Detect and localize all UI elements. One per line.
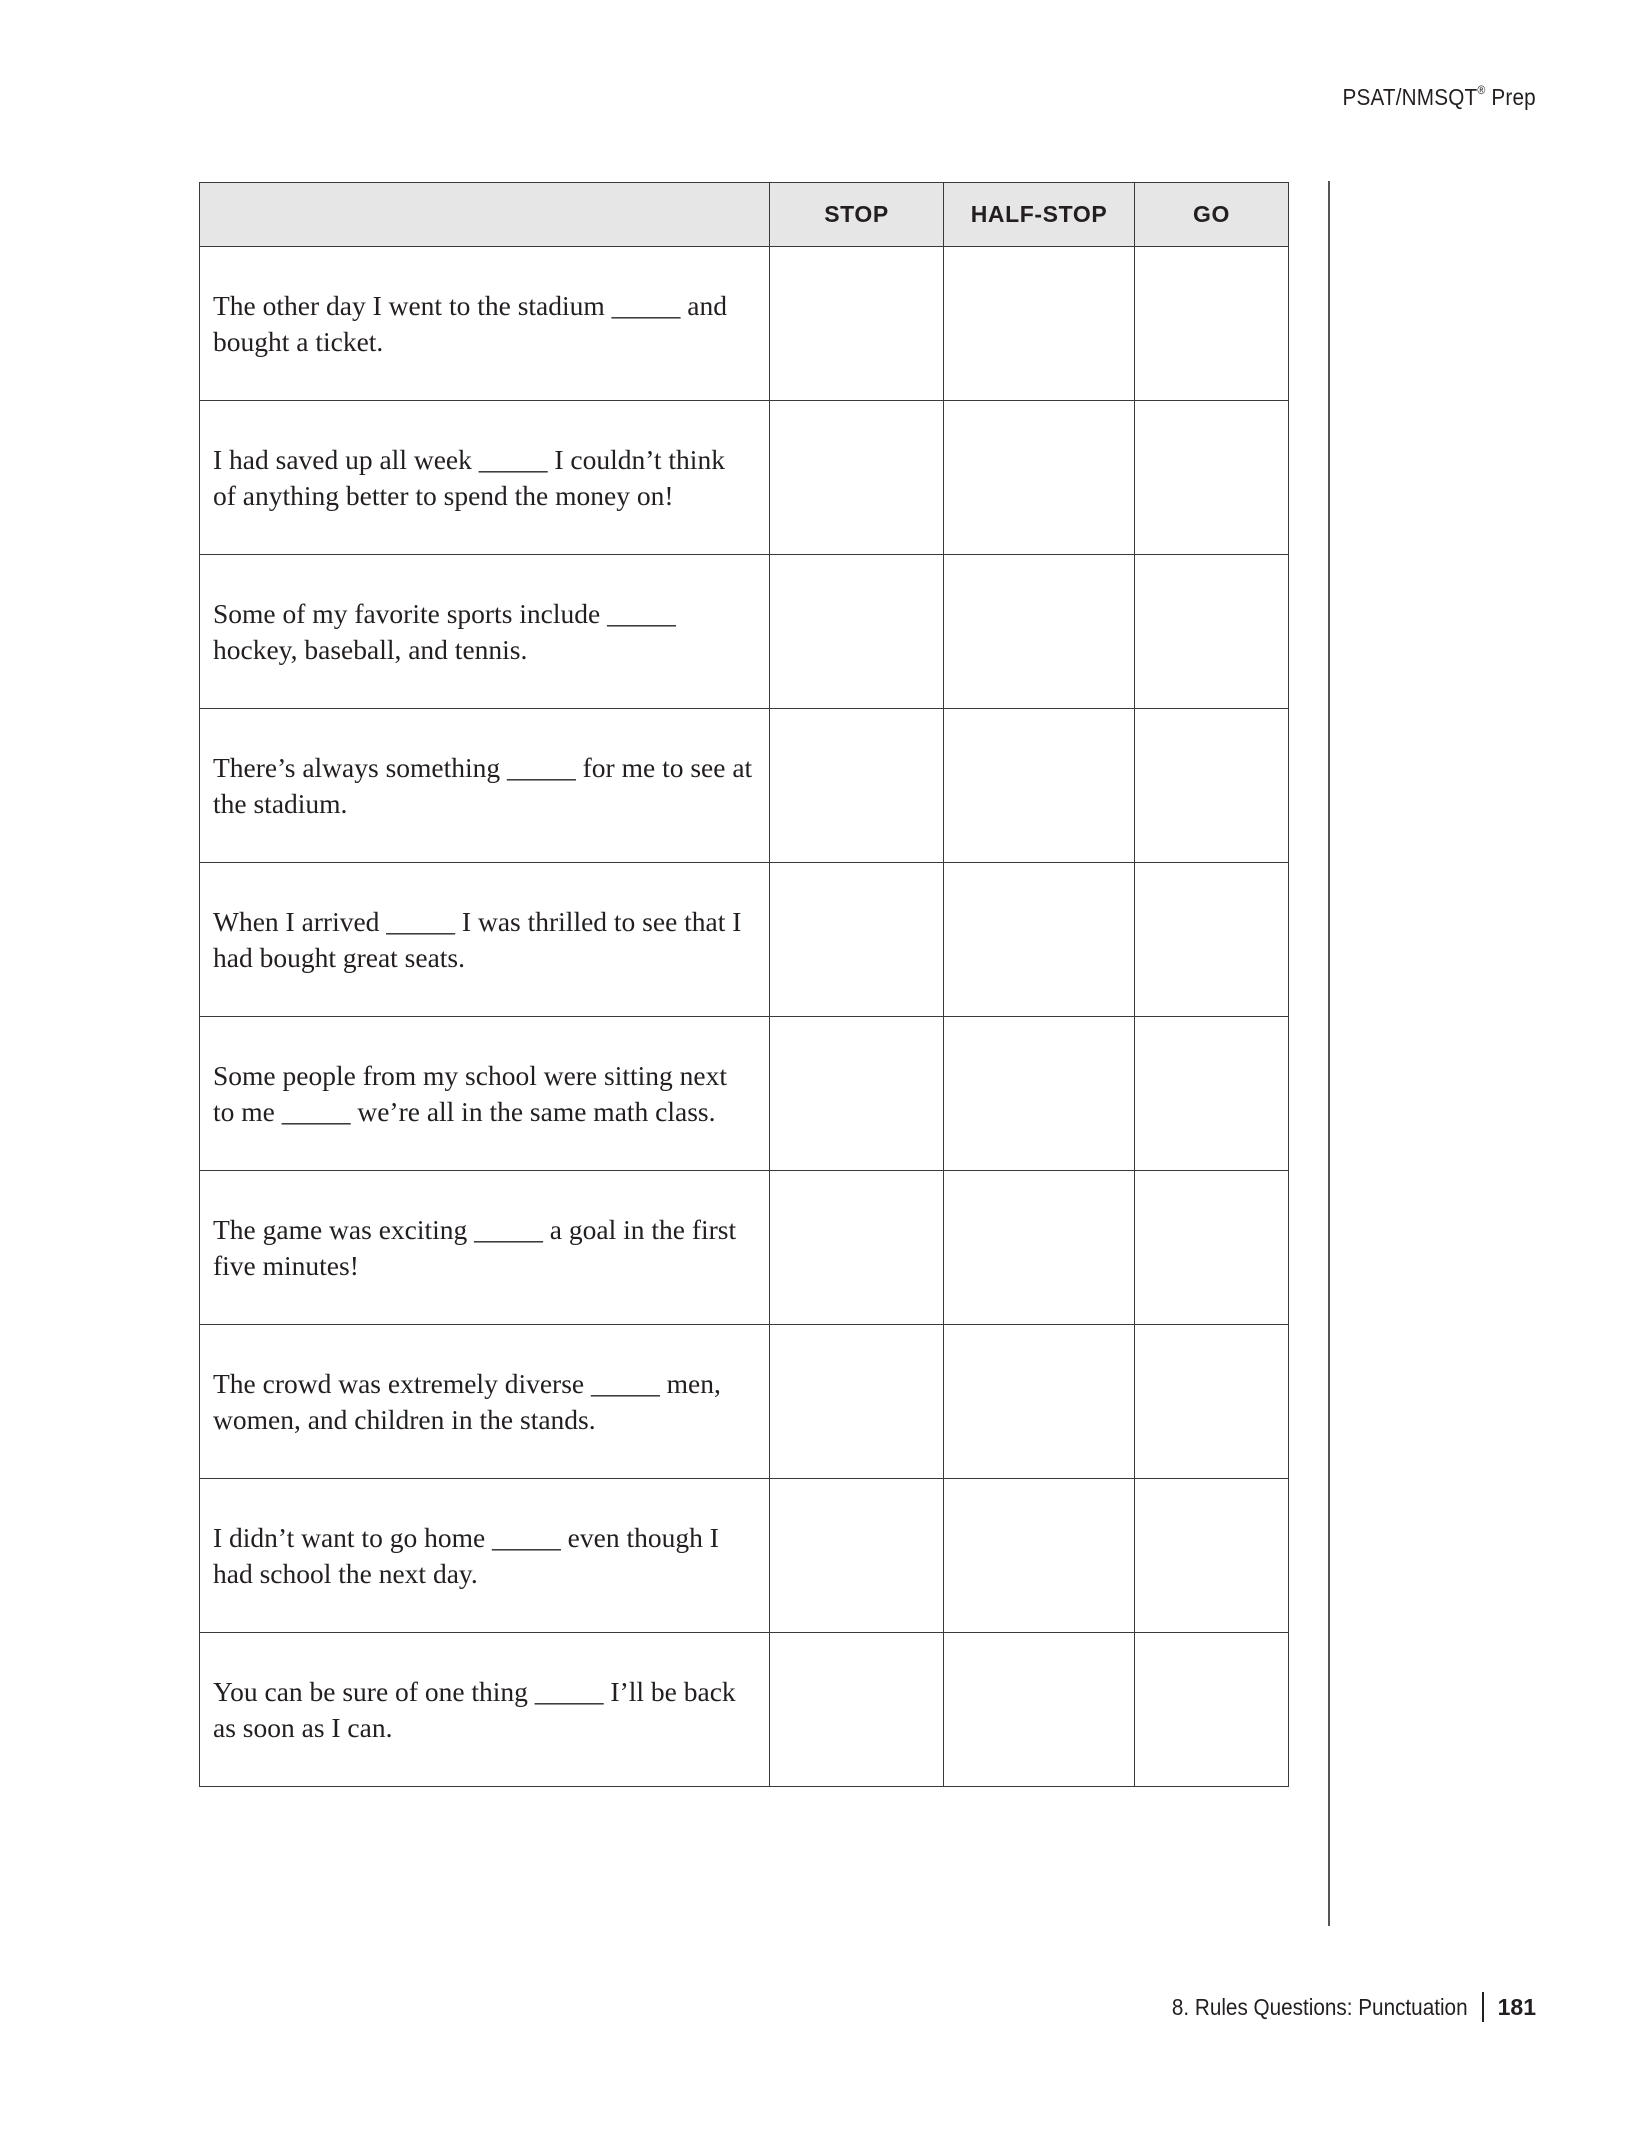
sentence-cell: The crowd was extremely diverse _____ men, women, and children in the stands. bbox=[200, 1325, 770, 1479]
half-stop-answer-cell[interactable] bbox=[944, 1017, 1135, 1171]
half-stop-answer-cell[interactable] bbox=[944, 863, 1135, 1017]
table-row bbox=[200, 1017, 1289, 1171]
sentence-cell: You can be sure of one thing _____ I’ll be back as soon as I can. bbox=[200, 1633, 770, 1787]
stop-answer-cell[interactable] bbox=[770, 555, 944, 709]
half-stop-answer-cell[interactable] bbox=[944, 401, 1135, 555]
sentence-cell: The game was exciting _____ a goal in the first five minutes! bbox=[200, 1171, 770, 1325]
stop-answer-cell[interactable] bbox=[770, 247, 944, 401]
half-stop-answer-cell[interactable] bbox=[944, 1479, 1135, 1633]
running-head-suffix: Prep bbox=[1485, 84, 1536, 110]
go-answer-cell[interactable] bbox=[1135, 709, 1289, 863]
sentence-cell: Some people from my school were sitting next to me _____ we’re all in the same math class. bbox=[200, 1017, 770, 1171]
table-row bbox=[200, 863, 1289, 1017]
half-stop-answer-cell[interactable] bbox=[944, 247, 1135, 401]
table-row bbox=[200, 1325, 1289, 1479]
stop-answer-cell[interactable] bbox=[770, 1017, 944, 1171]
go-answer-cell[interactable] bbox=[1135, 1325, 1289, 1479]
footer-divider bbox=[1482, 1992, 1484, 2022]
table-row bbox=[200, 1633, 1289, 1787]
go-answer-cell[interactable] bbox=[1135, 1017, 1289, 1171]
table-row bbox=[200, 247, 1289, 401]
page-footer bbox=[1139, 1992, 1536, 2022]
table-row bbox=[200, 1171, 1289, 1325]
go-answer-cell[interactable] bbox=[1135, 863, 1289, 1017]
go-answer-cell[interactable] bbox=[1135, 1479, 1289, 1633]
stop-answer-cell[interactable] bbox=[770, 863, 944, 1017]
sentence-cell: Some of my favorite sports include _____ hockey, baseball, and tennis. bbox=[200, 555, 770, 709]
sentence-cell: I didn’t want to go home _____ even though I had school the next day. bbox=[200, 1479, 770, 1633]
half-stop-answer-cell[interactable] bbox=[944, 555, 1135, 709]
punctuation-worksheet-table bbox=[199, 182, 1289, 1787]
sentence-cell: When I arrived _____ I was thrilled to see that I had bought great seats. bbox=[200, 863, 770, 1017]
go-answer-cell[interactable] bbox=[1135, 247, 1289, 401]
running-head-title: PSAT/NMSQT bbox=[1342, 84, 1478, 110]
half-stop-answer-cell[interactable] bbox=[944, 1171, 1135, 1325]
running-head bbox=[1343, 84, 1536, 111]
table-header-row bbox=[200, 183, 1289, 247]
half-stop-answer-cell[interactable] bbox=[944, 709, 1135, 863]
column-header-half-stop: HALF-STOP bbox=[944, 183, 1135, 247]
go-answer-cell[interactable] bbox=[1135, 1171, 1289, 1325]
stop-answer-cell[interactable] bbox=[770, 1325, 944, 1479]
go-answer-cell[interactable] bbox=[1135, 555, 1289, 709]
stop-answer-cell[interactable] bbox=[770, 1479, 944, 1633]
table-row bbox=[200, 401, 1289, 555]
sentence-cell: There’s always something _____ for me to see at the stadium. bbox=[200, 709, 770, 863]
stop-answer-cell[interactable] bbox=[770, 1171, 944, 1325]
table-row bbox=[200, 1479, 1289, 1633]
half-stop-answer-cell[interactable] bbox=[944, 1325, 1135, 1479]
stop-answer-cell[interactable] bbox=[770, 709, 944, 863]
column-header-stop: STOP bbox=[770, 183, 944, 247]
go-answer-cell[interactable] bbox=[1135, 1633, 1289, 1787]
stop-answer-cell[interactable] bbox=[770, 401, 944, 555]
table-row bbox=[200, 709, 1289, 863]
margin-rule bbox=[1328, 181, 1330, 1926]
go-answer-cell[interactable] bbox=[1135, 401, 1289, 555]
column-header-sentence bbox=[200, 183, 770, 247]
registered-mark: ® bbox=[1477, 83, 1486, 97]
chapter-title: 8. Rules Questions: Punctuation bbox=[1171, 1993, 1468, 2020]
half-stop-answer-cell[interactable] bbox=[944, 1633, 1135, 1787]
sentence-cell: The other day I went to the stadium _____ and bought a ticket. bbox=[200, 247, 770, 401]
page-number: 181 bbox=[1497, 1993, 1536, 2020]
column-header-go: GO bbox=[1135, 183, 1289, 247]
sentence-cell: I had saved up all week _____ I couldn’t think of anything better to spend the money on! bbox=[200, 401, 770, 555]
table-row bbox=[200, 555, 1289, 709]
stop-answer-cell[interactable] bbox=[770, 1633, 944, 1787]
